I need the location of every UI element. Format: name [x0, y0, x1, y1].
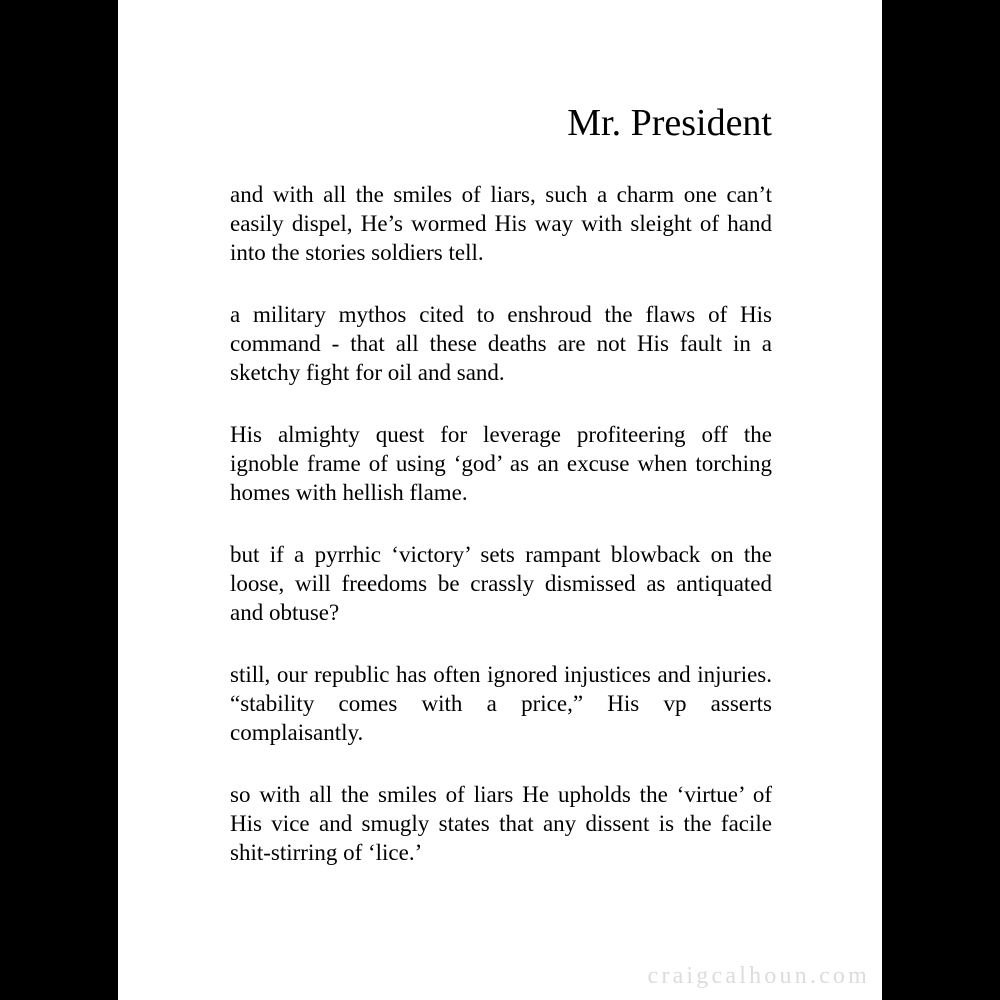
stanza: His almighty quest for leverage profiteering off the ignoble frame of using ‘god’ as an excuse when torching homes with hellish flame. [230, 422, 772, 505]
stanza: but if a pyrrhic ‘victory’ sets rampant blowback on the loose, will freedoms be crassly dismissed as antiquated and obtuse? [230, 542, 772, 625]
watermark-text: craigcalhoun.com [647, 963, 870, 989]
stanza: so with all the smiles of liars He upholds the ‘virtue’ of His vice and smugly states that any dissent is the facile shit-stirring of ‘lice.’ [230, 782, 772, 865]
poem-title: Mr. President [567, 102, 772, 144]
poem-body [230, 180, 772, 900]
poem-page [118, 0, 882, 1000]
stanza: and with all the smiles of liars, such a charm one can’t easily dispel, He’s wormed His way with sleight of hand into the stories soldiers tell. [230, 182, 772, 265]
stanza: a military mythos cited to enshroud the flaws of His command - that all these deaths are not His fault in a sketchy fight for oil and sand. [230, 302, 772, 385]
stanza: still, our republic has often ignored injustices and injuries. “stability comes with a price,” His vp asserts complaisantly. [230, 662, 772, 745]
